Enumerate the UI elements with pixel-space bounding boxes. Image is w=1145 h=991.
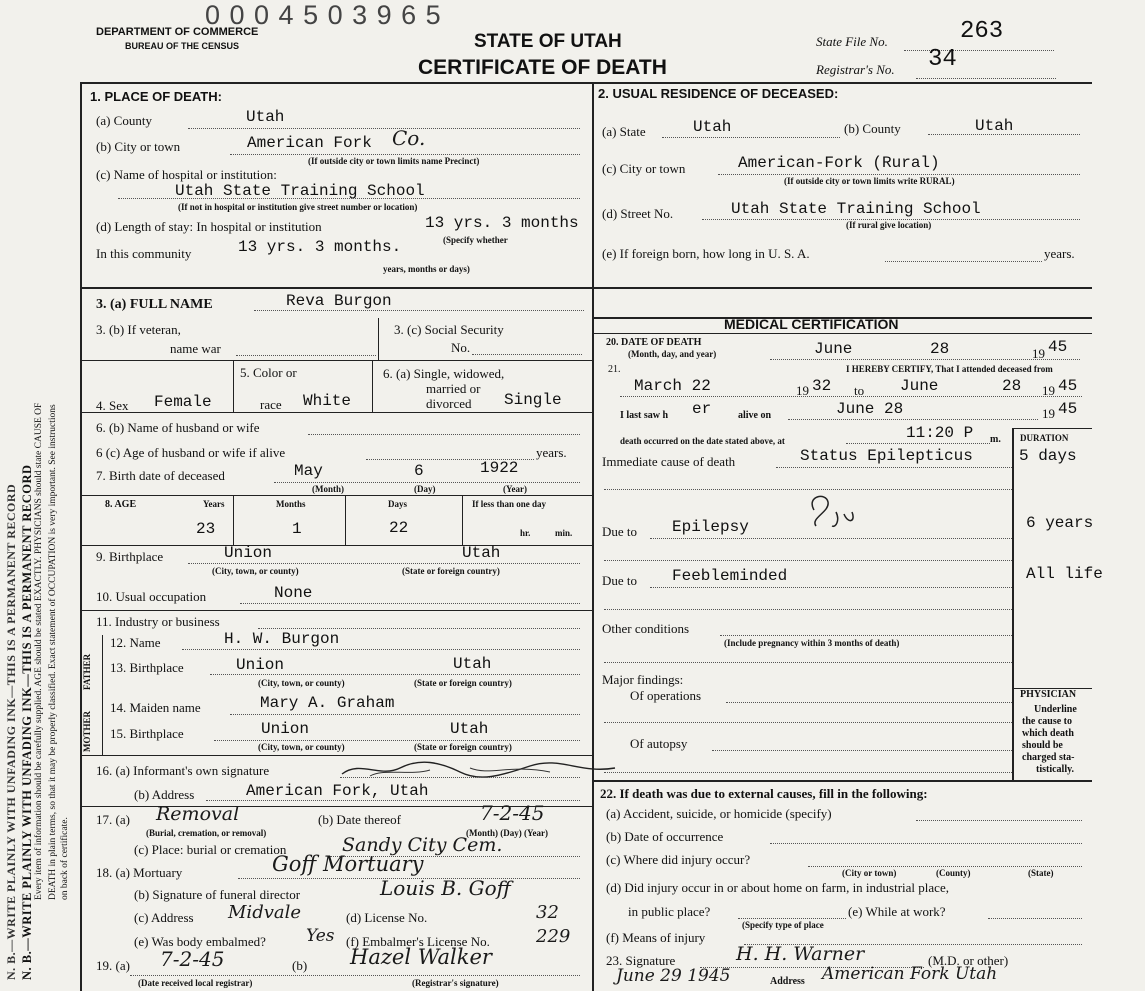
physician-box-title: PHYSICIAN — [1020, 689, 1077, 700]
community-note-1: (Specify whether — [443, 235, 508, 245]
alive-label: alive on — [738, 410, 772, 421]
other-conditions-label: Other conditions — [602, 621, 690, 636]
death-year: 45 — [1048, 338, 1068, 356]
mother-state-caption: (State or foreign country) — [414, 742, 512, 752]
last-saw-year: 45 — [1058, 400, 1078, 418]
age-label: 8. AGE — [105, 499, 137, 510]
mortuary-label: 18. (a) Mortuary — [96, 865, 183, 880]
death-city: American Fork — [247, 134, 372, 152]
mortuary-address: Midvale — [228, 902, 302, 923]
residence-state: Utah — [693, 118, 732, 136]
registrar-label: Registrar's No. — [816, 62, 895, 77]
state-title: STATE OF UTAH — [474, 31, 622, 52]
mother-city-caption: (City, town, or county) — [258, 742, 345, 752]
informant-sig-label: 16. (a) Informant's own signature — [96, 763, 270, 778]
years-label: Years — [203, 499, 225, 509]
physician-box-3: which death — [1022, 728, 1074, 739]
community-value: 13 yrs. 3 months. — [238, 238, 402, 256]
to-year-prefix: 19 — [1042, 383, 1055, 398]
hospital-note: (If not in hospital or institution give street number or location) — [178, 202, 418, 212]
color-label: 5. Color or — [240, 365, 297, 380]
margin-line-3: Every item of information should be carefully supplied. AGE should be stated EXACTLY. PHYSICIANS should state CAUSE OF — [34, 402, 44, 900]
signature-address-label: Address — [770, 976, 805, 987]
death-day: 28 — [930, 340, 950, 358]
burial-place: Sandy City Cem. — [342, 834, 503, 856]
veteran-label-1: 3. (b) If veteran, — [96, 322, 181, 337]
residence-county-label: (b) County — [844, 121, 901, 136]
serial-number: 0 0 0 4 5 0 3 9 6 5 — [205, 0, 442, 30]
frame-left — [80, 82, 82, 991]
sex-value: Female — [154, 393, 212, 411]
year-caption: (Year) — [503, 484, 527, 494]
residence-city-label: (c) City or town — [602, 161, 686, 176]
birth-year: 1922 — [480, 459, 519, 477]
immediate-cause-label: Immediate cause of death — [602, 454, 736, 469]
death-time: 11:20 P — [906, 424, 974, 442]
duration-label: DURATION — [1020, 433, 1069, 443]
death-year-prefix: 19 — [1032, 346, 1045, 361]
mother-birth-state: Utah — [450, 720, 489, 738]
director-label: (b) Signature of funeral director — [134, 887, 301, 902]
race-label: race — [260, 397, 282, 412]
month-caption: (Month) — [312, 484, 344, 494]
full-name: Reva Burgon — [286, 292, 392, 310]
external-c-label: (c) Where did injury occur? — [606, 852, 751, 867]
mother-name: Mary A. Graham — [260, 694, 395, 712]
last-saw-date: June 28 — [836, 400, 904, 418]
informant-signature — [340, 756, 620, 782]
father-birth-city: Union — [236, 656, 285, 674]
street-note: (If rural give location) — [846, 220, 932, 230]
street-label: (d) Street No. — [602, 206, 674, 221]
death-date-caption: (Month, day, and year) — [628, 349, 717, 359]
external-heading: 22. If death was due to external causes, fill in the following: — [600, 786, 928, 801]
bureau: BUREAU OF THE CENSUS — [125, 41, 240, 51]
instructions-margin — [0, 0, 78, 991]
physician-box-1: Underline — [1034, 704, 1077, 715]
operations-label: Of operations — [630, 688, 702, 703]
medical-heading: MEDICAL CERTIFICATION — [724, 316, 899, 332]
item-21: 21. — [608, 364, 621, 375]
external-a-label: (a) Accident, suicide, or homicide (specify) — [606, 806, 832, 821]
embalmed-label: (e) Was body embalmed? — [134, 934, 266, 949]
age-days: 22 — [389, 519, 409, 537]
death-city-note: (If outside city or town limits name Precinct) — [308, 156, 480, 166]
birth-month: May — [294, 462, 323, 480]
street-value: Utah State Training School — [731, 200, 981, 218]
external-c-caption-3: (State) — [1028, 868, 1054, 878]
birthplace-state-caption: (State or foreign country) — [402, 566, 500, 576]
father-state-caption: (State or foreign country) — [414, 678, 512, 688]
sex-label: 4. Sex — [96, 398, 129, 413]
death-county: Utah — [246, 108, 285, 126]
external-d-label-1: (d) Did injury occur in or about home on farm, in industrial place, — [606, 880, 949, 895]
embalmer-value: 229 — [536, 926, 571, 947]
industry-label: 11. Industry or business — [96, 614, 220, 629]
community-label: In this community — [96, 246, 192, 261]
external-d-label-2: in public place? — [628, 904, 711, 919]
occurred-label: death occurred on the date stated above, at — [620, 436, 785, 446]
margin-line-4: DEATH in plain terms, so that it may be properly classified. Exact statement of OCCUPATION is very important. See instructions — [48, 404, 58, 900]
director-signature: Louis B. Goff — [380, 876, 511, 900]
burial-place-label: (c) Place: burial or cremation — [134, 842, 287, 857]
other-conditions-caption: (Include pregnancy within 3 months of death) — [724, 638, 900, 648]
birthplace-state: Utah — [462, 544, 501, 562]
external-c-caption-1: (City or town) — [842, 868, 897, 878]
birth-date-label: 7. Birth date of deceased — [96, 468, 225, 483]
hospital-label: (c) Name of hospital or institution: — [96, 167, 277, 182]
hospital-name: Utah State Training School — [175, 182, 425, 200]
mother-birth-city: Union — [261, 720, 310, 738]
spouse-age-suffix: years. — [536, 445, 567, 460]
state-file-label: State File No. — [816, 34, 888, 49]
from-year: 32 — [812, 377, 832, 395]
stay-label: (d) Length of stay: In hospital or institution — [96, 219, 322, 234]
immediate-cause: Status Epilepticus — [800, 447, 973, 465]
mortuary-value: Goff Mortuary — [272, 852, 424, 876]
margin-line-2: N. B.—WRITE PLAINLY WITH UNFADING INK—THIS IS A PERMANENT RECORD — [20, 464, 34, 980]
physician-box-2: the cause to — [1022, 716, 1072, 727]
external-b-label: (b) Date of occurrence — [606, 829, 724, 844]
death-date-label: 20. DATE OF DEATH — [606, 337, 702, 348]
received-date: 7-2-45 — [160, 947, 225, 971]
less-than-day-label: If less than one day — [472, 499, 547, 509]
margin-line-5: on back of certificate. — [60, 817, 70, 900]
months-label: Months — [276, 499, 306, 509]
frame-top — [80, 82, 1092, 84]
father-city-caption: (City, town, or county) — [258, 678, 345, 688]
registrar-signature: Hazel Walker — [350, 945, 492, 969]
informant-address-label: (b) Address — [134, 787, 195, 802]
md-label: (M.D. or other) — [928, 953, 1009, 968]
to-label: to — [854, 383, 865, 398]
father-name: H. W. Burgon — [224, 630, 340, 648]
frame-middle — [592, 82, 594, 991]
embalmer-label: (f) Embalmer's License No. — [346, 934, 490, 949]
received-label: 19. (a) — [96, 958, 130, 973]
due-to-2: Feebleminded — [672, 567, 788, 585]
place-of-death-heading: 1. PLACE OF DEATH: — [90, 89, 222, 104]
residence-state-label: (a) State — [602, 124, 646, 139]
spouse-label: 6. (b) Name of husband or wife — [96, 420, 260, 435]
received-caption: (Date received local registrar) — [138, 978, 253, 988]
license-label: (d) License No. — [346, 910, 428, 925]
occupation-label: 10. Usual occupation — [96, 589, 207, 604]
physician-box-6: tistically. — [1036, 764, 1075, 775]
burial-date-label: (b) Date thereof — [318, 812, 402, 827]
due-to-label-2: Due to — [602, 573, 638, 588]
hr-label: hr. — [520, 528, 531, 538]
residence-heading: 2. USUAL RESIDENCE OF DECEASED: — [598, 86, 839, 101]
father-name-label: 12. Name — [110, 635, 161, 650]
residence-city: American-Fork (Rural) — [738, 154, 940, 172]
city-handwritten-mark: Co. — [392, 126, 426, 150]
marital-label-3: divorced — [426, 396, 472, 411]
to-year: 45 — [1058, 377, 1078, 395]
certificate-title: CERTIFICATE OF DEATH — [418, 56, 667, 79]
race-value: White — [303, 392, 352, 410]
external-e-label: (e) While at work? — [848, 904, 946, 919]
from-year-prefix: 19 — [796, 383, 809, 398]
burial-date: 7-2-45 — [480, 801, 545, 825]
death-county-label: (a) County — [96, 113, 152, 128]
birthplace-label: 9. Birthplace — [96, 549, 164, 564]
father-birthplace-label: 13. Birthplace — [110, 660, 184, 675]
due-to-1-duration: 6 years — [1026, 514, 1094, 532]
external-d-caption: (Specify type of place — [742, 920, 824, 930]
attended-from: March 22 — [634, 377, 711, 395]
residence-city-note: (If outside city or town limits write RURAL) — [784, 176, 955, 186]
burial-caption-b: (Month) (Day) (Year) — [466, 828, 548, 838]
spouse-age-label: 6 (c) Age of husband or wife if alive — [96, 445, 286, 460]
registrar-caption: (Registrar's signature) — [412, 978, 499, 988]
veteran-label-2: name war — [170, 341, 221, 356]
foreign-label: (e) If foreign born, how long in U. S. A. — [602, 246, 810, 261]
state-file-value: 263 — [960, 18, 1004, 45]
department: DEPARTMENT OF COMMERCE — [96, 26, 259, 38]
mother-name-label: 14. Maiden name — [110, 700, 201, 715]
autopsy-label: Of autopsy — [630, 736, 688, 751]
father-birth-state: Utah — [453, 655, 492, 673]
major-findings-label: Major findings: — [602, 672, 684, 687]
ssn-label-1: 3. (c) Social Security — [394, 322, 504, 337]
birth-day: 6 — [414, 462, 424, 480]
day-caption: (Day) — [414, 484, 436, 494]
license-value: 32 — [536, 902, 559, 923]
signature-label: 23. Signature — [606, 953, 676, 968]
informant-address: American Fork, Utah — [246, 782, 429, 800]
external-f-label: (f) Means of injury — [606, 930, 706, 945]
burial-method: Removal — [156, 803, 240, 825]
mortuary-address-label: (c) Address — [134, 910, 194, 925]
due-to-label-1: Due to — [602, 524, 638, 539]
min-label: min. — [555, 528, 573, 538]
birthplace-city-caption: (City, town, or county) — [212, 566, 299, 576]
physician-box-5: charged sta- — [1022, 752, 1075, 763]
burial-label-a: 17. (a) — [96, 812, 130, 827]
attended-to: June — [900, 377, 939, 395]
age-years: 23 — [196, 520, 216, 538]
registrar-value: 34 — [928, 46, 957, 73]
physician-signature: H. H. Warner — [736, 943, 865, 965]
burial-caption-a: (Burial, cremation, or removal) — [146, 828, 267, 838]
due-to-1: Epilepsy — [672, 518, 749, 536]
death-city-label: (b) City or town — [96, 139, 181, 154]
immediate-duration: 5 days — [1019, 447, 1077, 465]
marital-value: Single — [504, 391, 562, 409]
mother-side-label: MOTHER — [82, 710, 92, 752]
margin-line-1: N. B.—WRITE PLAINLY WITH UNFADING INK—THIS IS A PERMANENT RECORD — [4, 483, 18, 980]
registrar-sig-label: (b) — [292, 958, 308, 973]
community-note-2: years, months or days) — [383, 264, 470, 274]
marital-label-1: 6. (a) Single, widowed, — [383, 366, 505, 381]
father-side-label: FATHER — [82, 653, 92, 690]
marital-label-2: married or — [426, 381, 481, 396]
stay-value: 13 yrs. 3 months — [425, 214, 579, 232]
embalmed-value: Yes — [306, 926, 335, 946]
physician-mark — [796, 490, 866, 532]
signature-date: June 29 1945 — [616, 966, 731, 986]
physician-box-4: should be — [1022, 740, 1063, 751]
certify-text: I HEREBY CERTIFY, That I attended deceased from — [846, 364, 1053, 374]
external-c-caption-2: (County) — [936, 868, 971, 878]
birthplace-city: Union — [224, 544, 273, 562]
days-label: Days — [388, 499, 408, 509]
mother-birthplace-label: 15. Birthplace — [110, 726, 184, 741]
age-months: 1 — [292, 520, 302, 538]
last-saw-label: I last saw h — [620, 410, 669, 421]
due-to-2-duration: All life — [1026, 565, 1103, 583]
last-saw-year-prefix: 19 — [1042, 406, 1055, 421]
residence-county: Utah — [975, 117, 1014, 135]
death-month: June — [814, 340, 853, 358]
last-saw-suffix: er — [692, 400, 712, 418]
ssn-label-2: No. — [451, 340, 471, 355]
section-divider-1 — [80, 287, 1092, 289]
occupation-value: None — [274, 584, 313, 602]
full-name-label: 3. (a) FULL NAME — [96, 297, 213, 312]
to-day: 28 — [1002, 377, 1022, 395]
time-suffix: m. — [990, 434, 1001, 445]
foreign-suffix: years. — [1044, 246, 1075, 261]
signature-address: American Fork Utah — [822, 964, 998, 984]
